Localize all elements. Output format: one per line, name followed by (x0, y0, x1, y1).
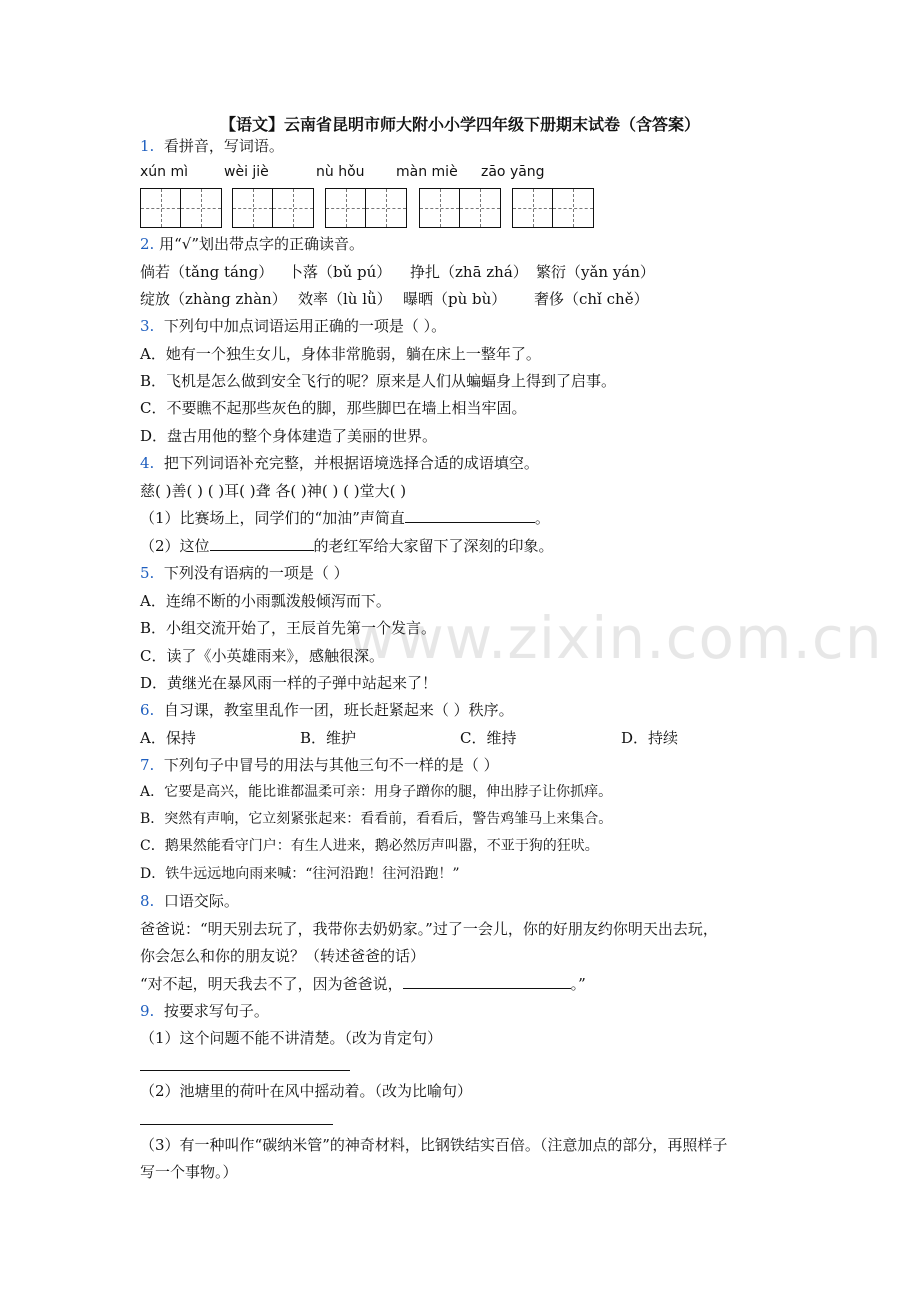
writing-grid-4[interactable] (419, 188, 501, 228)
question-text: 按要求写句子。 (163, 1002, 269, 1020)
question-1 (140, 136, 284, 156)
question-text: 下列没有语病的一项是（ ） (163, 564, 349, 582)
dialogue-line-1: 爸爸说：“明天别去玩了，我带你去奶奶家。”过了一会儿，你的好朋友约你明天出去玩， (140, 920, 718, 938)
option-a: A．连绵不断的小雨瓢泼般倾泻而下。 (140, 592, 391, 610)
option-d: D．持续 (621, 729, 679, 747)
option-c: C．鹅果然能看守门户：有生人进来，鹅必然厉声叫嚣，不亚于狗的狂吠。 (140, 838, 599, 854)
question-4 (140, 453, 539, 473)
question-number: 3. (140, 317, 155, 335)
writing-grid-5[interactable] (512, 188, 594, 228)
option-c: C．读了《小英雄雨来》，感触很深。 (140, 647, 384, 665)
question-9 (140, 1001, 269, 1021)
fill-sentence-2 (140, 536, 554, 556)
question-number: 7. (140, 756, 155, 774)
dialogue-line-3 (140, 974, 586, 994)
option-d: D．铁牛远远地向雨来喊：“往河沿跑！往河沿跑！” (140, 866, 460, 882)
sentence-text: “对不起，明天我去不了，因为爸爸说， (140, 975, 403, 993)
sub-question-3: （3）有一种叫作“碳纳米管”的神奇材料，比钢铁结实百倍。（注意加点的部分，再照样子 (140, 1136, 728, 1154)
answer-blank[interactable] (403, 974, 571, 989)
watermark: www.zixin.com.cn (348, 604, 883, 672)
option-b: B．小组交流开始了，王辰首先第一个发言。 (140, 619, 437, 637)
fill-sentence-1 (140, 508, 550, 528)
sentence-text: 的老红军给大家留下了深刻的印象。 (313, 537, 554, 555)
dialogue-line-2: 你会怎么和你的朋友说？（转述爸爸的话） (140, 947, 426, 965)
question-text: 口语交际。 (163, 892, 239, 910)
reading-item: 绽放（zhàng zhàn） (140, 290, 287, 308)
question-5 (140, 563, 349, 583)
option-d: D．盘古用他的整个身体建造了美丽的世界。 (140, 427, 438, 445)
sentence-text: （2）这位 (140, 537, 210, 555)
writing-grid-2[interactable] (232, 188, 314, 228)
pinyin-1: xún mì (140, 164, 189, 180)
question-text: 下列句中加点词语运用正确的一项是（ ）。 (163, 317, 447, 335)
question-7 (140, 755, 499, 775)
reading-item: 奢侈（chǐ chě） (534, 290, 649, 308)
question-text: 把下列词语补充完整，并根据语境选择合适的成语填空。 (163, 454, 539, 472)
pinyin-3: nù hǒu (316, 164, 365, 180)
answer-line[interactable] (140, 1124, 333, 1125)
answer-blank[interactable] (210, 536, 314, 551)
question-text: 下列句子中冒号的用法与其他三句不一样的是（ ） (163, 756, 499, 774)
question-number: 5. (140, 564, 155, 582)
reading-item: 倘若（tǎng táng） (140, 263, 274, 281)
option-b: B．维护 (300, 729, 357, 747)
option-a: A．她有一个独生女儿，身体非常脆弱，躺在床上一整年了。 (140, 345, 541, 363)
sentence-text: 。” (570, 975, 586, 993)
reading-item: 卜落（bǔ pú） (288, 263, 392, 281)
question-number: 8. (140, 892, 155, 910)
reading-item: 曝晒（pù bù） (403, 290, 507, 308)
sub-question-3-cont: 写一个事物。） (140, 1163, 238, 1181)
answer-line[interactable] (140, 1070, 350, 1071)
page-title: 【语文】云南省昆明市师大附小小学四年级下册期末试卷（含答案） (219, 115, 700, 134)
reading-item: 效率（lù lǜ） (298, 290, 392, 308)
question-3 (140, 316, 446, 336)
sub-question-1: （1）这个问题不能不讲清楚。（改为肯定句） (140, 1029, 443, 1047)
question-6 (140, 700, 514, 720)
pinyin-4: màn miè (396, 164, 458, 180)
sub-question-2: （2）池塘里的荷叶在风中摇动着。（改为比喻句） (140, 1082, 473, 1100)
question-text: 看拼音，写词语。 (163, 137, 284, 155)
reading-item: 繁衍（yǎn yán） (536, 263, 655, 281)
answer-blank[interactable] (405, 508, 535, 523)
question-text: 自习课，教室里乱作一团，班长赶紧起来（ ）秩序。 (163, 701, 514, 719)
question-number: 9. (140, 1002, 155, 1020)
question-number: 1. (140, 137, 155, 155)
question-2 (140, 234, 364, 254)
pinyin-5: zāo yāng (481, 164, 545, 180)
sentence-text: （1）比赛场上，同学们的“加油”声简直 (140, 509, 405, 527)
reading-item: 挣扎（zhā zhá） (410, 263, 528, 281)
option-a: A．保持 (140, 729, 196, 747)
writing-grid-1[interactable] (140, 188, 222, 228)
pinyin-2: wèi jiè (224, 164, 269, 180)
option-c: C．维持 (460, 729, 517, 747)
question-number: 4. (140, 454, 155, 472)
question-number: 2. (140, 235, 155, 253)
sentence-text: 。 (534, 509, 550, 527)
idiom-blanks: 慈( )善( ) ( )耳( )聋 各( )神( ) ( )堂大( ) (140, 482, 407, 500)
question-8 (140, 891, 239, 911)
option-a: A．它要是高兴，能比谁都温柔可亲：用身子蹭你的腿，伸出脖子让你抓痒。 (140, 784, 613, 800)
option-c: C．不要瞧不起那些灰色的脚，那些脚巴在墙上相当牢固。 (140, 399, 527, 417)
option-b: B．飞机是怎么做到安全飞行的呢？原来是人们从蝙蝠身上得到了启事。 (140, 372, 617, 390)
question-text: 用“√”划出带点字的正确读音。 (159, 235, 364, 253)
question-number: 6. (140, 701, 155, 719)
writing-grid-3[interactable] (325, 188, 407, 228)
option-b: B．突然有声响，它立刻紧张起来：看看前，看看后，警告鸡雏马上来集合。 (140, 811, 613, 827)
option-d: D．黄继光在暴风雨一样的子弹中站起来了！ (140, 674, 438, 692)
